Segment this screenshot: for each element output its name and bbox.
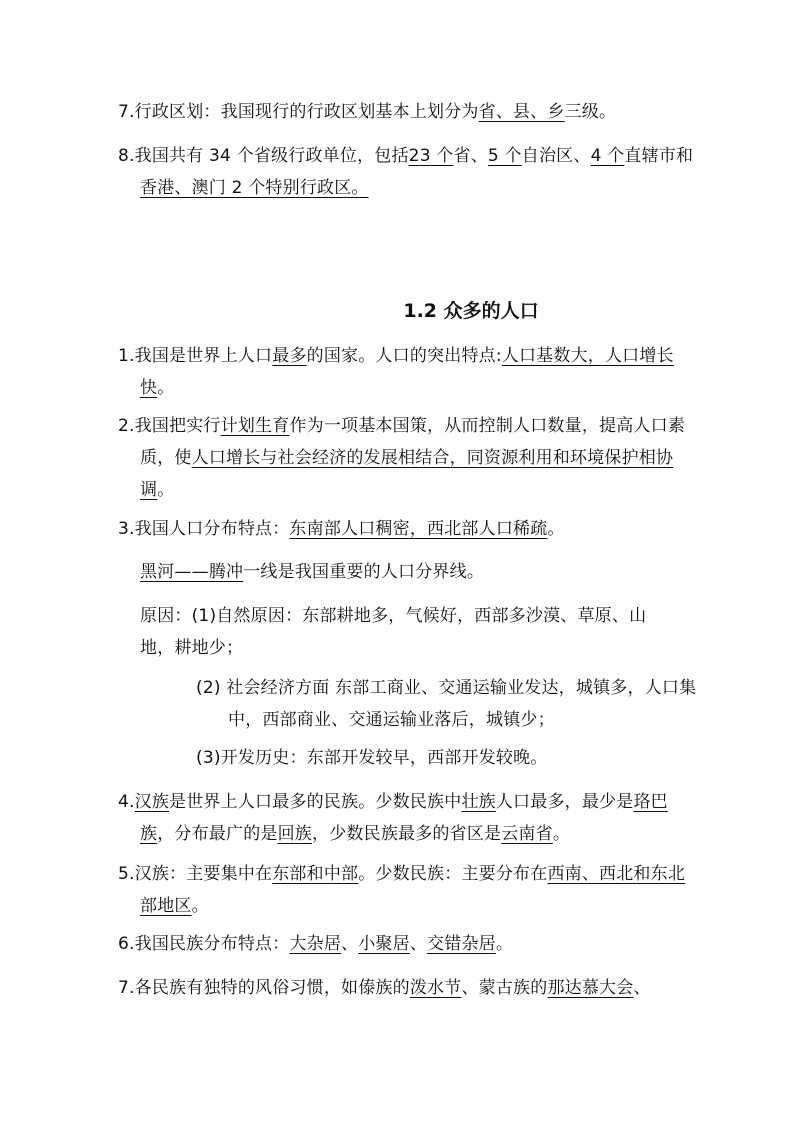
text: ，分布最广的是 bbox=[157, 824, 278, 844]
text: 省、 bbox=[453, 146, 488, 166]
answer-underline: 4 个 bbox=[590, 146, 625, 166]
text: 1.我国是世界上人口 bbox=[118, 346, 273, 366]
item-5-han-distribution bbox=[118, 858, 700, 922]
answer-underline: 泼水节 bbox=[409, 978, 462, 998]
answer-underline: 23 个 bbox=[408, 146, 454, 166]
text: 7.各民族有独特的风俗习惯，如傣族的 bbox=[118, 978, 410, 998]
answer-underline: 黑河 bbox=[140, 562, 175, 582]
answer-underline: —— bbox=[174, 562, 209, 582]
item-7-customs bbox=[118, 972, 700, 1004]
answer-underline: 计划生育 bbox=[220, 416, 290, 436]
answer-underline: 5 个 bbox=[487, 146, 522, 166]
text: 6.我国民族分布特点： bbox=[118, 934, 290, 954]
text: 、 bbox=[341, 934, 359, 954]
answer-underline: 回族 bbox=[277, 824, 313, 844]
text: 是世界上人口最多的民族。少数民族中 bbox=[169, 792, 462, 812]
answer-underline: 云南省 bbox=[501, 824, 553, 844]
answer-underline: 小聚居 bbox=[358, 934, 410, 954]
answer-underline: 人口增长与社会经济的发展相结合，同资源利用和环境保护相协调 bbox=[140, 448, 674, 500]
answer-underline: 交错杂居 bbox=[427, 934, 496, 954]
reason-economic: (2) 社会经济方面 东部工商业、交通运输业发达，城镇多，人口集中，西部商业、交通运输业落后，城镇少； bbox=[196, 678, 697, 730]
text: 5.汉族：主要集中在 bbox=[118, 864, 273, 884]
answer-underline: 东南部人口稠密，西北部人口稀疏 bbox=[289, 519, 548, 539]
text: 7.行政区划：我国现行的行政区划基本上划分为 bbox=[118, 102, 479, 122]
text: 。 bbox=[157, 480, 175, 500]
answer-underline: 壮族 bbox=[461, 792, 496, 812]
answer-underline: 香港、澳门 2 个特别行政区。 bbox=[140, 178, 369, 198]
text: 、 bbox=[633, 978, 651, 998]
text: ，少数民族最多的省区是 bbox=[312, 824, 502, 844]
text: 3.我国人口分布特点： bbox=[118, 519, 290, 539]
answer-underline: 东部和中部 bbox=[272, 864, 359, 884]
item-7-admin-division bbox=[118, 96, 700, 128]
text: 。 bbox=[191, 896, 209, 916]
text: 。 bbox=[157, 378, 175, 398]
text: 直辖市和 bbox=[624, 146, 694, 166]
item-3-distribution bbox=[118, 513, 700, 545]
heihe-tengchong-line bbox=[140, 556, 680, 588]
text: 。少数民族：主要分布在 bbox=[358, 864, 548, 884]
text: 、 bbox=[409, 934, 428, 954]
text: 。 bbox=[552, 824, 571, 844]
text: 作为一项基本国策，从而控制人口数量，提高人口素质，使 bbox=[140, 416, 686, 468]
answer-underline: 珞巴族 bbox=[140, 792, 668, 844]
item-8-provinces bbox=[118, 140, 700, 204]
item-2-family-planning bbox=[118, 410, 700, 506]
section-title: 1.2 众多的人口 bbox=[403, 300, 539, 322]
answer-underline: 人口基数大，人口增长快 bbox=[140, 346, 674, 398]
text: 4. bbox=[118, 792, 135, 812]
text: 自治区、 bbox=[521, 146, 591, 166]
item-4-ethnic-groups bbox=[118, 786, 700, 850]
reason-natural: 原因：(1)自然原因：东部耕地多，气候好，西部多沙漠、草原、山地，耕地少； bbox=[140, 606, 647, 658]
answer-underline: 西南、西北和东北部地区 bbox=[140, 864, 686, 916]
text: 2.我国把实行 bbox=[118, 416, 221, 436]
item-1-population bbox=[118, 340, 700, 404]
answer-underline: 大杂居 bbox=[289, 934, 342, 954]
reason-history: (3)开发历史：东部开发较早，西部开发较晚。 bbox=[196, 748, 548, 768]
answer-underline: 汉族 bbox=[134, 792, 170, 812]
text: 、蒙古族的 bbox=[461, 978, 548, 998]
text: 三级。 bbox=[564, 102, 617, 122]
item-6-ethnic-distribution bbox=[118, 928, 700, 960]
text: 。 bbox=[547, 519, 565, 539]
answer-underline: 省、县、乡 bbox=[478, 102, 565, 122]
answer-underline: 那达慕大会 bbox=[547, 978, 634, 998]
text: 一线是我国重要的人口分界线。 bbox=[243, 562, 485, 582]
answer-underline: 最多 bbox=[272, 346, 307, 366]
text: 的国家。人口的突出特点: bbox=[306, 346, 502, 366]
text: 8.我国共有 34 个省级行政单位，包括 bbox=[118, 146, 409, 166]
text: 人口最多，最少是 bbox=[495, 792, 634, 812]
answer-underline: 腾冲 bbox=[208, 562, 244, 582]
text: 。 bbox=[495, 934, 514, 954]
